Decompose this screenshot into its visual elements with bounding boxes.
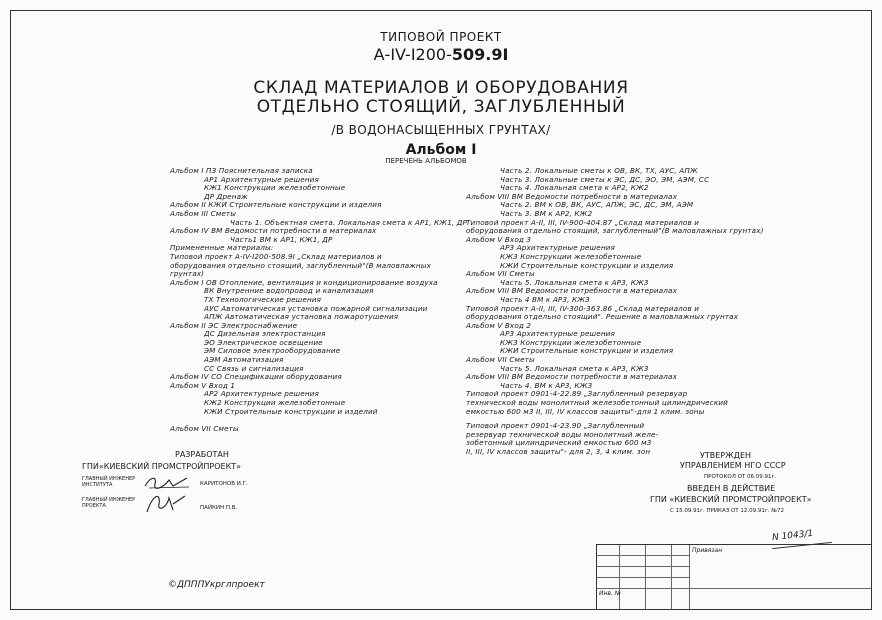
album-list-row: оборудования отдельно стоящий, заглубленный"(В маловлажных грунтах)	[466, 226, 764, 236]
chief-engineer-institute-label: ГЛАВНЫЙ ИНЖЕНЕР ИНСТИТУТА	[82, 476, 136, 488]
project-code-prefix: А-IV-I200-	[373, 45, 452, 64]
tail-row: резервуар технической воды монолитный желе-	[466, 429, 659, 439]
stamp-hline	[597, 577, 689, 578]
right-tail-list	[466, 422, 658, 456]
title-block-stamp	[596, 544, 871, 609]
approved-label: УТВЕРЖДЕН	[700, 451, 752, 460]
chief-engineer-project-name: ПАЙКИН П.В.	[200, 505, 238, 511]
album-list-row: АР2 Архитектурные решения	[204, 389, 319, 399]
album-list-row: Альбом II ЭС Электроснабжение	[170, 320, 298, 330]
album-list-row: оборудования отдельно стоящий". Решение в маловлажных грунтах	[466, 312, 739, 322]
album-list-row: Часть 5. Локальная смета к АР3, КЖ3	[500, 277, 649, 287]
developer-label: РАЗРАБОТАН	[175, 450, 229, 459]
album-list-row: Часть 2. Локальные сметы к ОВ, ВК, ТХ, АУС, АПЖ	[500, 166, 698, 175]
album-list-row: Часть 3. Локальные сметы к ЭС, ДС, ЭО, ЭМ, АЭМ, СС	[500, 174, 710, 184]
album-list-row: Альбом I ПЗ Пояснительная записка	[170, 166, 313, 175]
album-list-row: оборудования отдельно стоящий, заглубленный"(В маловлажных	[170, 260, 431, 270]
album-list-row: Часть 4. ВМ к АР3, КЖ3	[500, 380, 593, 390]
stamp-tied-label: Привязан	[692, 547, 723, 554]
album-list-row: Альбом II КЖИ Строительные конструкции и изделия	[170, 200, 382, 210]
album-list-row: Альбом IV СО Спецификации оборудования	[170, 372, 342, 382]
chief-engineer-project-label: ГЛАВНЫЙ ИНЖЕНЕР ПРОЕКТА	[82, 497, 136, 509]
album-list-row: Альбом V Вход 3	[466, 234, 532, 244]
album-list-row: Часть 4 ВМ к АР3, КЖ3	[500, 294, 590, 304]
album-list-row: Альбом III Сметы	[170, 208, 237, 218]
album-list-row: ВК Внутренние водопровод и канализация	[204, 286, 374, 296]
title-line-1: СКЛАД МАТЕРИАЛОВ И ОБОРУДОВАНИЯ	[253, 78, 629, 98]
chief-engineer-institute-name: КАРИТОНОВ И.Г.	[200, 481, 248, 487]
album-list-row: АУС Автоматическая установка пожарной сигнализации	[204, 303, 428, 313]
album-list-row: емкостью 600 м3 II, III, IV классов защиты"-для 1 клим. зоны	[466, 406, 705, 416]
effective-org: ГПИ «КИЕВСКИЙ ПРОМСТРОЙПРОЕКТ»	[650, 495, 812, 504]
album-list-row: Альбом VII Сметы	[466, 269, 535, 279]
tail-row: зобетонный цилиндрический емкостью 600 м3	[466, 438, 652, 448]
sheet-code: N 1043/1	[771, 528, 814, 544]
album-list-row: Альбом VII Сметы	[466, 355, 535, 365]
album-list-row: грунтах)	[170, 269, 205, 279]
album-list-row: ЭО Электрическое освещение	[204, 337, 323, 347]
album-list-row: Примененные материалы:	[170, 243, 274, 253]
album-list-row: СС Связь и сигнализация	[204, 363, 304, 373]
album-list-row: Альбом VIII ВМ Ведомости потребности в материалах	[466, 191, 677, 201]
project-type: ТИПОВОЙ ПРОЕКТ	[380, 30, 502, 44]
approval-protocol: ПРОТОКОЛ ОТ 06.09.91г.	[704, 474, 777, 480]
subtitle: /В ВОДОНАСЫЩЕННЫХ ГРУНТАХ/	[331, 123, 551, 137]
album-list-row: Альбом IV ВМ Ведомости потребности в материалах	[170, 226, 377, 236]
album-list-row: Типовой проект А-II, III, IV-900-404.87 „Склад материалов и	[466, 217, 700, 227]
album-list-row: Часть 4. Локальная смета к АР2, КЖ2	[500, 183, 649, 193]
album-list-row: АР3 Архитектурные решения	[500, 329, 615, 339]
stamp-inv-label: Инв. №	[599, 590, 622, 597]
album-list-row: ЭМ Силовое электрооборудование	[204, 346, 341, 356]
right-album-list	[466, 167, 764, 416]
album-list-row: Часть 1. Объектная смета. Локальная смета к АР1, КЖ1, ДР	[230, 217, 468, 227]
album-list-row: АР1 Архитектурные решения	[204, 174, 319, 184]
album-list-row: Часть 5. Локальная смета к АР3, КЖ3	[500, 363, 649, 373]
album-list-row: КЖ2 Конструкции железобетонные	[204, 398, 346, 408]
album-list-row: технической воды монолитный железобетонный цилиндрический	[466, 398, 728, 408]
stamp-hline	[597, 588, 871, 589]
album-list-row: КЖ3 Конструкции железобетонные	[500, 337, 642, 347]
effective-order: С 15.09.91г. ПРИКАЗ ОТ 12.09.91г. №72	[670, 508, 785, 514]
title-line-2: ОТДЕЛЬНО СТОЯЩИЙ, ЗАГЛУБЛЕННЫЙ	[256, 97, 626, 117]
album-list-row: Альбом VIII ВМ Ведомости потребности в материалах	[466, 286, 677, 296]
album-list-row: КЖИ Строительные конструкции и изделия	[500, 346, 674, 356]
album-list-row: Альбом VII Сметы	[170, 423, 239, 433]
copyright-mark: ©ДПППУкрглпроект	[168, 580, 265, 590]
left-album-list	[170, 167, 467, 433]
album-list-row: АЭМ Автоматизация	[204, 355, 284, 365]
album-list-row: КЖИ Строительные конструкции и изделий	[204, 406, 378, 416]
album-list-row: Типовой проект А-II, III, IV-300-363.86 „Склад материалов и	[466, 303, 700, 313]
album-list-row: КЖИ Строительные конструкции и изделия	[500, 260, 674, 270]
list-title: ПЕРЕЧЕНЬ АЛЬБОМОВ	[385, 157, 467, 165]
project-code-number: 509.9I	[451, 45, 509, 64]
album-list-row: АПЖ Автоматическая установка пожаротушения	[204, 312, 399, 322]
album-list-row: ДР Дренаж	[204, 191, 248, 201]
effective-label: ВВЕДЕН В ДЕЙСТВИЕ	[687, 484, 776, 493]
album-list-row: ТХ Технологические решения	[204, 294, 322, 304]
approved-by: УПРАВЛЕНИЕМ НГО СССР	[680, 461, 786, 470]
album-list-row: Типовой проект А-IV-I200-508.9I „Склад материалов и	[170, 251, 382, 261]
album-list-row: АР3 Архитектурные решения	[500, 243, 615, 253]
stamp-vline	[689, 545, 690, 609]
tail-row: Типовой проект 0901-4-23.90 „Заглубленный	[466, 421, 645, 430]
album-list-row: Альбом I ОВ Отопление, вентиляция и кондиционирование воздуха	[170, 277, 438, 287]
album-list-row: ДС Дизельная электростанция	[204, 329, 326, 339]
album-list-row: Часть1 ВМ к АР1, КЖ1, ДР	[230, 234, 333, 244]
album-list-row: Часть 3. ВМ к АР2, КЖ2	[500, 208, 593, 218]
stamp-hline	[597, 566, 689, 567]
album-list-row: Альбом V Вход 2	[466, 320, 532, 330]
album-list-row: КЖ3 Конструкции железобетонные	[500, 251, 642, 261]
developer-org: ГПИ«КИЕВСКИЙ ПРОМСТРОЙПРОЕКТ»	[82, 462, 242, 471]
project-code	[0, 45, 882, 64]
album-title: Альбом I	[405, 142, 477, 158]
album-list-row: Часть 2. ВМ к ОВ, ВК, АУС, АПЖ, ЭС, ДС, ЭМ, АЭМ	[500, 200, 694, 210]
album-list-row: КЖ1 Конструкции железобетонные	[204, 183, 346, 193]
stamp-hline	[597, 555, 689, 556]
tail-row: II, III, IV классов защиты"- для 2, 3, 4 клим. зон	[466, 446, 651, 456]
album-list-row: Типовой проект 0901-4-22.89 „Заглубленный резервуар	[466, 389, 688, 399]
signature-project	[143, 490, 189, 520]
album-list-row: Альбом VIII ВМ Ведомости потребности в материалах	[466, 372, 677, 382]
album-list-row: Альбом V Вход 1	[170, 380, 236, 390]
